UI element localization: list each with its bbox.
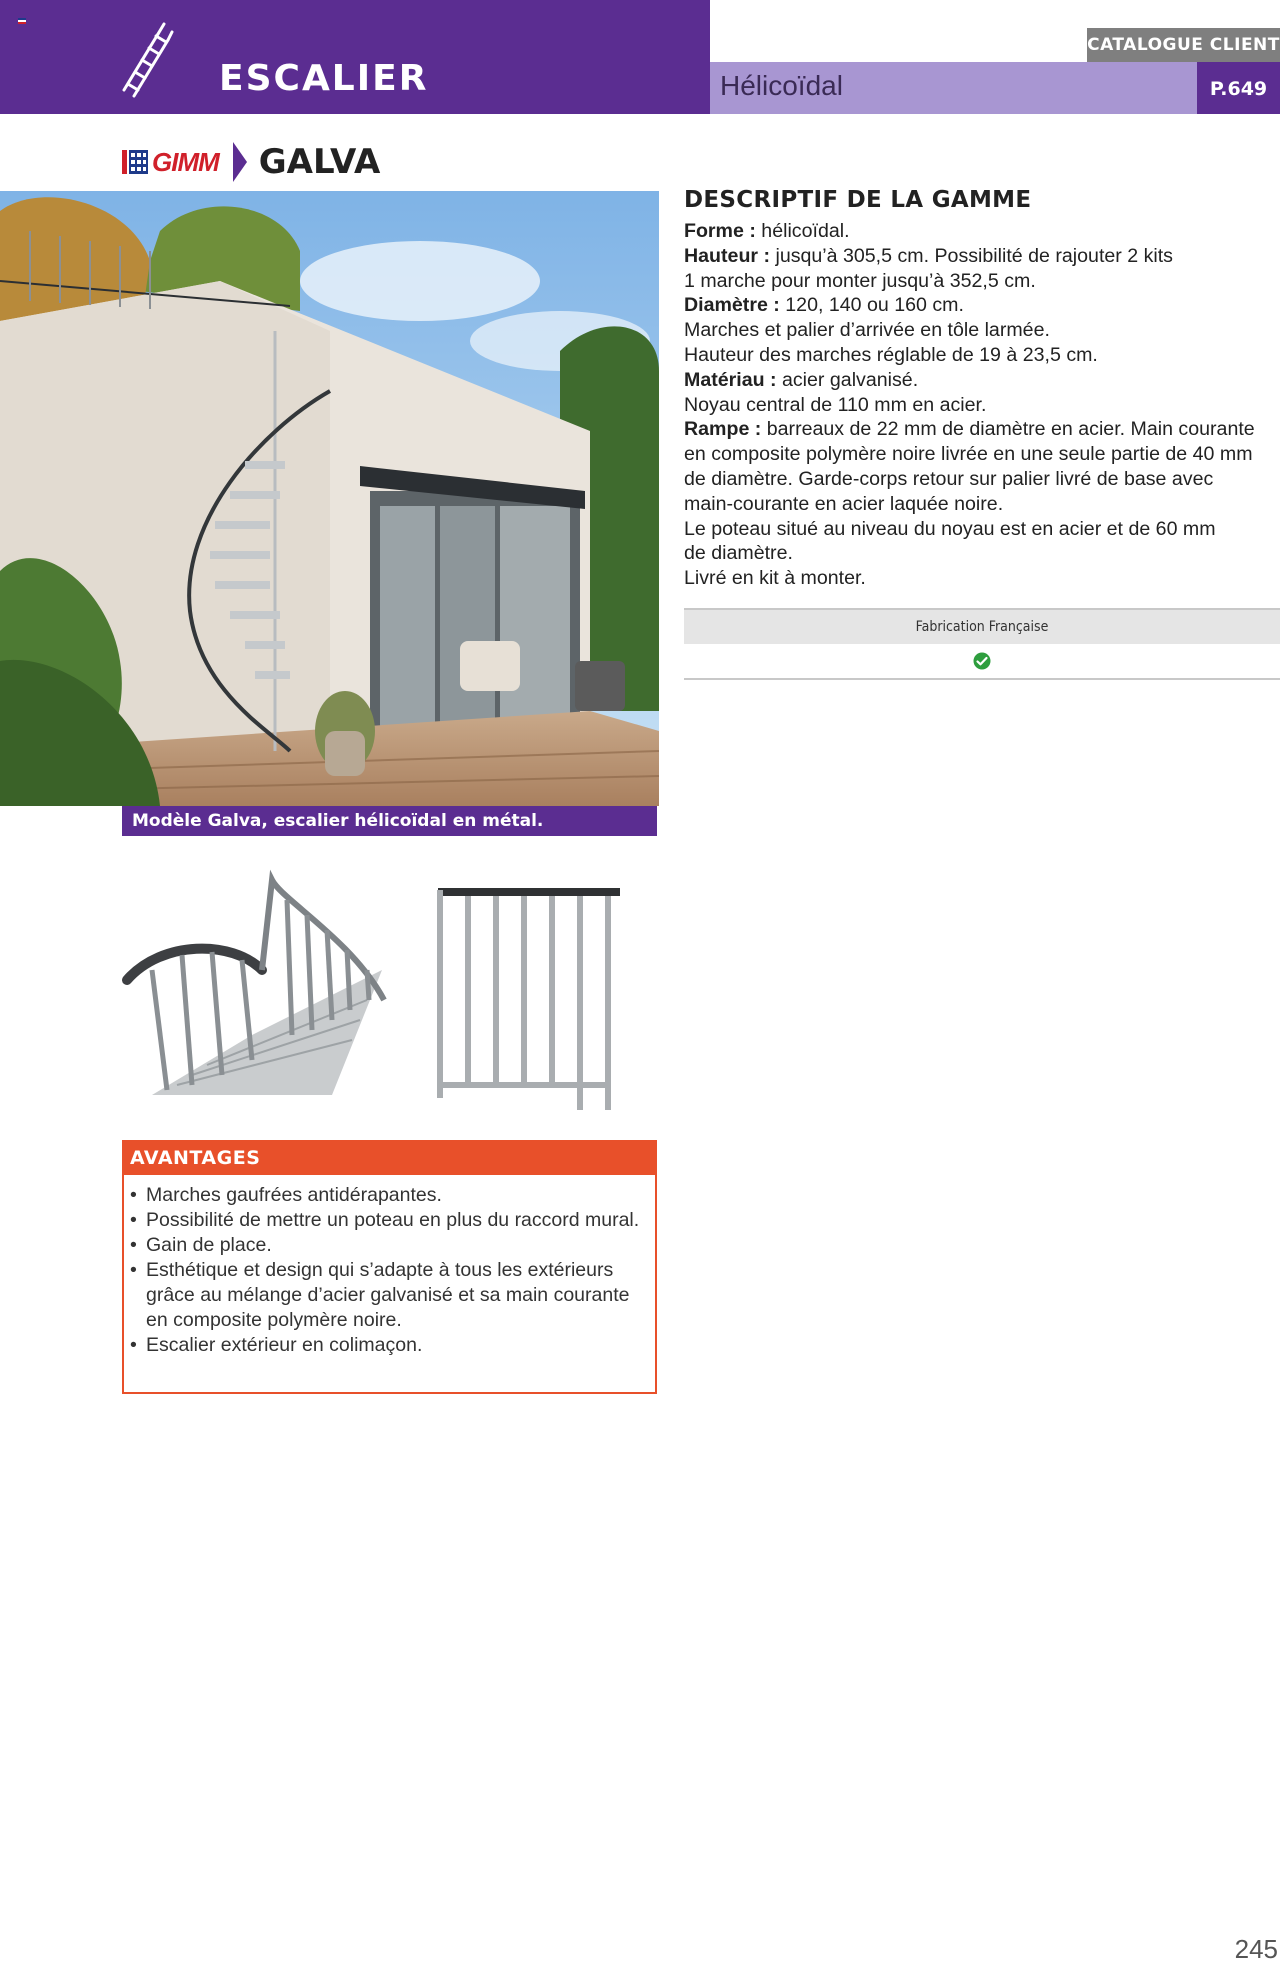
railing-detail-image — [428, 880, 624, 1110]
gimm-logo-mark-icon — [122, 148, 148, 176]
section-title: ESCALIER — [219, 58, 429, 99]
description-line — [684, 318, 1280, 343]
description-line — [684, 492, 1280, 517]
list-item: • Marches gaufrées antidérapantes. — [130, 1183, 645, 1208]
advantages-title: AVANTAGES — [122, 1140, 657, 1175]
advantages-box — [122, 1140, 657, 1394]
description-lines — [684, 219, 1280, 591]
description-text: Hauteur des marches réglable de 19 à 23,5 cm. — [684, 343, 1098, 366]
description-text: Noyau central de 110 mm en acier. — [684, 393, 987, 416]
photo-caption: Modèle Galva, escalier hélicoïdal en métal. — [122, 806, 657, 836]
page-reference: P.649 — [1197, 62, 1280, 114]
fabrication-table — [684, 608, 1280, 680]
description-line — [684, 269, 1280, 294]
description-text: Le poteau situé au niveau du noyau est en acier et de 60 mm — [684, 517, 1216, 540]
description-text: barreaux de 22 mm de diamètre en acier. Main courante — [761, 418, 1255, 441]
description-line — [684, 368, 1280, 393]
flag-icon — [18, 18, 26, 24]
brand-logo-text: GIMM — [152, 146, 219, 177]
check-circle-icon — [973, 652, 991, 670]
fabrication-header: Fabrication Française — [684, 608, 1280, 644]
description-text: hélicoïdal. — [755, 220, 850, 242]
stair-detail-image — [122, 860, 387, 1110]
list-item: • Gain de place. — [130, 1233, 645, 1258]
description-line — [684, 393, 1280, 418]
table-row — [684, 644, 1280, 680]
list-item: • Escalier extérieur en colimaçon. — [130, 1333, 645, 1358]
description-text: 1 marche pour monter jusqu’à 352,5 cm. — [684, 269, 1036, 292]
description-line — [684, 517, 1280, 542]
description-text: en composite polymère noire livrée en une seule partie de 40 mm — [684, 443, 1253, 466]
list-item: • Possibilité de mettre un poteau en plus du raccord mural. — [130, 1208, 645, 1233]
description-text: 120, 140 ou 160 cm. — [779, 294, 964, 317]
description-text: Livré en kit à monter. — [684, 567, 866, 590]
subcategory-title: Hélicoïdal — [720, 70, 843, 101]
description-line — [684, 244, 1280, 269]
list-item: • Esthétique et design qui s’adapte à tous les extérieurs grâce au mélange d’acier galvanisé et sa main courante en composite polymère noire. — [130, 1258, 645, 1333]
brand-row — [122, 142, 380, 182]
description-label: Diamètre : — [684, 294, 780, 317]
catalogue-label: CATALOGUE CLIENT — [1087, 28, 1280, 62]
description-line — [684, 541, 1280, 566]
description-text: de diamètre. — [684, 542, 793, 565]
description-title: DESCRIPTIF DE LA GAMME — [684, 187, 1032, 213]
advantages-list — [124, 1183, 655, 1358]
range-description — [684, 187, 1280, 591]
chevron-right-icon — [233, 142, 247, 182]
description-label: Matériau : — [684, 368, 777, 391]
subcategory-bar — [710, 62, 1197, 114]
description-line — [684, 343, 1280, 368]
description-label: Forme : — [684, 220, 756, 242]
page-number: 245 — [1234, 1934, 1278, 1964]
description-line — [684, 467, 1280, 492]
description-text: jusqu’à 305,5 cm. Possibilité de rajouter 2 kits — [770, 244, 1173, 267]
description-line — [684, 417, 1280, 442]
description-line — [684, 219, 1280, 244]
description-text: acier galvanisé. — [776, 368, 919, 391]
gimm-logo — [122, 147, 219, 178]
product-name: GALVA — [258, 142, 381, 182]
description-label: Hauteur : — [684, 244, 771, 267]
header-banner — [0, 0, 710, 114]
description-line — [684, 442, 1280, 467]
product-photo — [0, 191, 659, 806]
description-text: de diamètre. Garde-corps retour sur palier livré de base avec — [684, 467, 1214, 490]
description-text: main-courante en acier laquée noire. — [684, 492, 1004, 515]
staircase-icon — [118, 20, 174, 98]
description-label: Rampe : — [684, 418, 762, 441]
description-line — [684, 293, 1280, 318]
description-text: Marches et palier d’arrivée en tôle larmée. — [684, 319, 1050, 342]
description-line — [684, 566, 1280, 591]
